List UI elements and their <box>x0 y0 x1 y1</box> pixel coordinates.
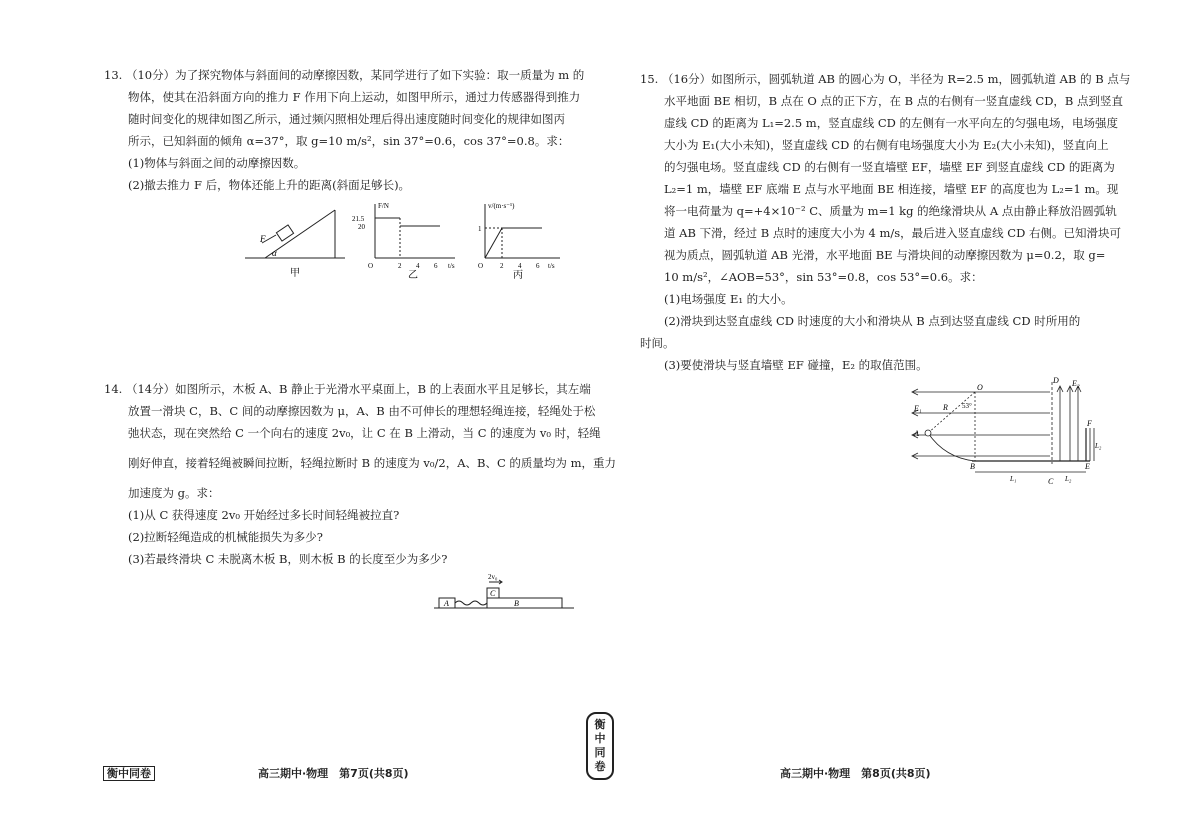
q13-line: 13. （10分）为了探究物体与斜面间的动摩擦因数，某同学进行了如下实验：取一质量为 m 的 <box>104 68 585 82</box>
q14-line: (1)从 C 获得速度 2v₀ 开始经过多长时间轻绳被拉直? <box>128 508 400 522</box>
footer-stamp <box>103 765 155 781</box>
fig-yi-caption: 乙 <box>408 270 418 280</box>
label-e1: E₁ <box>914 404 922 413</box>
q13-line: 所示，已知斜面的倾角 α=37°，取 g=10 m/s²，sin 37°=0.6，cos 37°=0.8。求： <box>128 134 570 148</box>
rope <box>455 601 487 605</box>
yi-tick: 21.5 <box>352 215 365 223</box>
yi-origin: O <box>368 262 374 270</box>
q14-line: 刚好伸直，接着轻绳被瞬间拉断，轻绳拉断时 B 的速度为 v₀/2，A、B、C 的质量均为 m，重力 <box>128 456 616 470</box>
q15-line: 虚线 CD 的距离为 L₁=2.5 m，竖直虚线 CD 的左侧有一水平向左的匀强电场，电场强度 <box>664 116 1119 130</box>
label-o: O <box>977 383 983 392</box>
slider-a <box>925 430 931 436</box>
label-e: E <box>1085 462 1090 471</box>
q13-line: (1)物体与斜面之间的动摩擦因数。 <box>128 156 306 170</box>
label-c: C <box>1048 477 1054 486</box>
center-seal-logo <box>586 712 614 780</box>
brand-stamp: 衡中同卷 <box>103 766 155 781</box>
bing-tick: 1 <box>478 225 482 233</box>
label-d: D <box>1053 376 1059 385</box>
seal-char: 衡 <box>594 718 606 731</box>
q15-line: 10 m/s²，∠AOB=53°，sin 53°=0.8，cos 53°=0.6。求： <box>664 270 983 284</box>
q15-line: 15. （16分）如图所示，圆弧轨道 AB 的圆心为 O，半径为 R=2.5 m，圆弧轨道 AB 的 B 点与 <box>640 72 1131 86</box>
yi-tick: 4 <box>416 262 420 270</box>
yi-tick: 2 <box>398 262 402 270</box>
q15-line: 的匀强电场。竖直虚线 CD 的右侧有一竖直墙壁 EF，墙壁 EF 到竖直虚线 CD 的距离为 <box>664 160 1115 174</box>
label-e2: E₂ <box>1072 379 1080 388</box>
q14-line: 加速度为 g。求： <box>128 486 220 500</box>
label-l1: L₁ <box>1010 475 1017 483</box>
q15-line: (2)滑块到达竖直虚线 CD 时速度的大小和滑块从 B 点到达竖直虚线 CD 时所用的 <box>664 314 1081 328</box>
seal-char: 中 <box>594 732 606 745</box>
angle-label: α <box>272 248 277 258</box>
yi-ylabel: F/N <box>378 202 389 210</box>
q14-line: 14. （14分）如图所示，木板 A、B 静止于光滑水平桌面上，B 的上表面水平且足够长，其左端 <box>104 382 591 396</box>
bing-ylabel: v/(m·s⁻¹) <box>488 202 515 210</box>
q14-line: 放置一滑块 C，B、C 间的动摩擦因数为 μ，A、B 由不可伸长的理想轻绳连接，轻绳处于松 <box>128 404 596 418</box>
label-v: 2v₀ <box>488 573 498 581</box>
seal-char: 卷 <box>594 760 606 773</box>
q13-figures <box>240 198 570 280</box>
velocity-time-graph <box>485 204 560 258</box>
q13-line: (2)撤去推力 F 后，物体还能上升的距离(斜面足够长)。 <box>128 178 411 192</box>
seal-char: 同 <box>594 746 606 759</box>
label-f: F <box>1087 419 1092 428</box>
bing-xunit: t/s <box>548 262 555 270</box>
footer-left-page: 高三期中·物理 第7页(共8页) <box>258 767 409 780</box>
yi-xunit: t/s <box>448 262 455 270</box>
q15-line: 时间。 <box>640 336 675 350</box>
bing-tick: 4 <box>518 262 522 270</box>
force-time-graph <box>375 204 455 258</box>
q15-line: L₂=1 m，墙壁 EF 底端 E 点与水平地面 BE 相连接，墙壁 EF 的高度也为 L₂=1 m。现 <box>664 182 1119 196</box>
q15-line: 将一电荷量为 q=+4×10⁻² C、质量为 m=1 kg 的绝缘滑块从 A 点由静止释放沿圆弧轨 <box>664 204 1117 218</box>
q15-line: 视为质点，圆弧轨道 AB 光滑，水平地面 BE 与滑块间的动摩擦因数为 μ=0.2，取 g= <box>664 248 1106 262</box>
fig-bing-caption: 丙 <box>513 270 523 280</box>
q14-line: 弛状态，现在突然给 C 一个向右的速度 2v₀，让 C 在 B 上滑动，当 C 的速度为 v₀ 时，轻绳 <box>128 426 601 440</box>
fig-jia-caption: 甲 <box>290 268 300 279</box>
q15-line: 道 AB 下滑，经过 B 点时的速度大小为 4 m/s，最后进入竖直虚线 CD 右侧。已知滑块可 <box>664 226 1121 240</box>
label-l2-wall: L₂ <box>1095 442 1102 450</box>
label-l2: L₂ <box>1065 475 1072 483</box>
q15-line: (3)要使滑块与竖直墙壁 EF 碰撞，E₂ 的取值范围。 <box>664 358 928 372</box>
q15-figure <box>910 376 1105 488</box>
q13-line: 随时间变化的规律如图乙所示，通过频闪照相处理后得出速度随时间变化的规律如图丙 <box>128 112 565 126</box>
q14-line: (2)拉断轻绳造成的机械能损失为多少? <box>128 530 323 544</box>
q15-line: 水平地面 BE 相切，B 点在 O 点的正下方，在 B 点的右侧有一竖直虚线 CD，B 点到竖直 <box>664 94 1124 108</box>
footer-right-page: 高三期中·物理 第8页(共8页) <box>780 767 931 780</box>
bing-origin: O <box>478 262 484 270</box>
bing-tick: 6 <box>536 262 540 270</box>
bing-tick: 2 <box>500 262 504 270</box>
board-b <box>487 598 562 608</box>
label-b: B <box>970 462 975 471</box>
label-c: C <box>490 589 496 598</box>
q15-line: 大小为 E₁(大小未知)，竖直虚线 CD 的右侧有电场强度大小为 E₂(大小未知)，竖直向上 <box>664 138 1109 152</box>
q15-line: (1)电场强度 E₁ 的大小。 <box>664 292 793 306</box>
q13-line: 物体，使其在沿斜面方向的推力 F 作用下向上运动，如图甲所示，通过力传感器得到推力 <box>128 90 581 104</box>
label-b: B <box>514 599 519 608</box>
label-a: A <box>914 429 919 438</box>
q14-line: (3)若最终滑块 C 未脱离木板 B，则木板 B 的长度至少为多少? <box>128 552 448 566</box>
label-angle: 53° <box>962 402 972 410</box>
label-a: A <box>444 599 449 608</box>
yi-tick: 6 <box>434 262 438 270</box>
q14-figure <box>434 570 574 612</box>
label-r: R <box>943 403 948 412</box>
force-label: F <box>260 234 266 244</box>
yi-tick: 20 <box>358 223 365 231</box>
